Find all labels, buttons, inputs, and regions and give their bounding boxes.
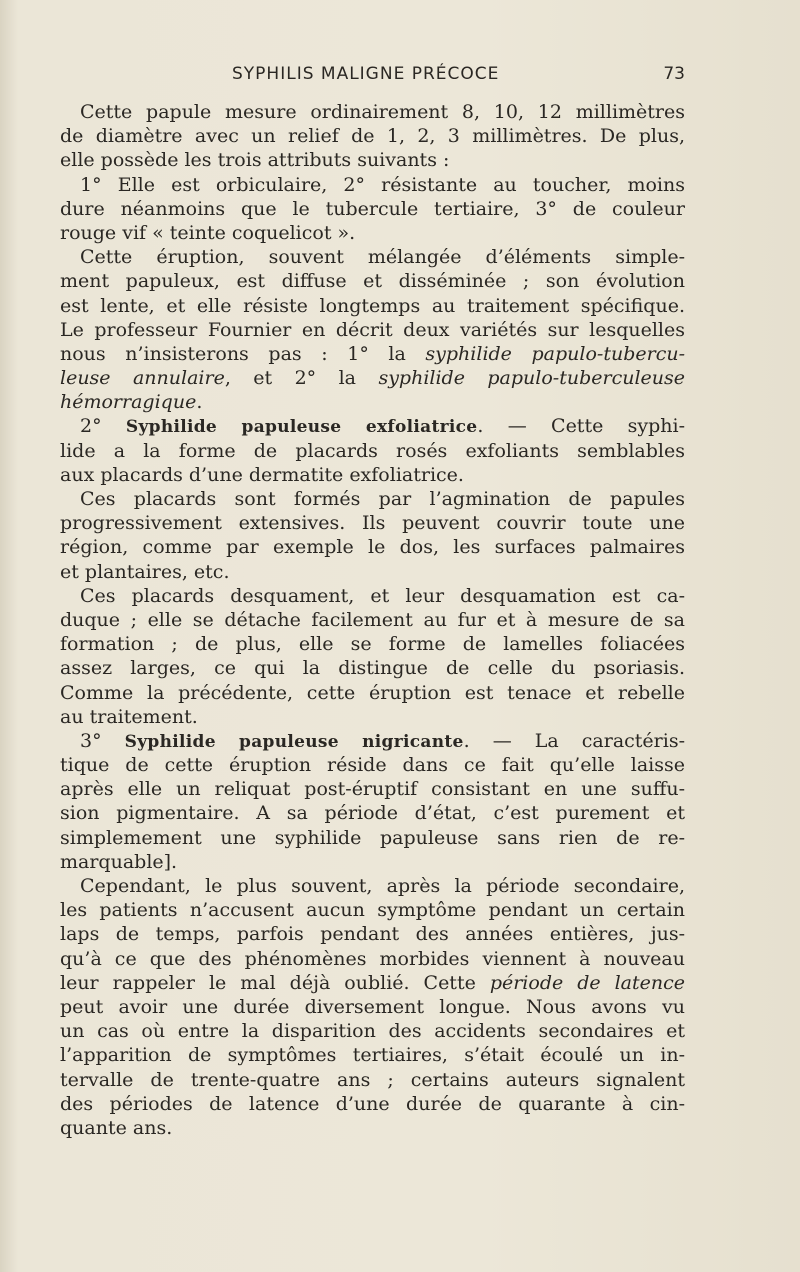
text-run: qu’à ce que des phénomènes morbides viennent à nouveau	[60, 947, 685, 970]
text-run: tervalle de trente-quatre ans ; certains auteurs signalent	[60, 1068, 685, 1091]
text-line	[60, 753, 685, 777]
text-run: et plantaires, etc.	[60, 560, 230, 583]
page-number: 73	[663, 64, 685, 84]
text-line	[60, 874, 685, 898]
italic-term: syphilide papulo-tuberculeuse	[378, 367, 685, 390]
text-line	[60, 947, 685, 971]
text-run: progressivement extensives. Ils peuvent couvrir toute une	[60, 512, 685, 535]
text-run: tique de cette éruption réside dans ce fait qu’elle laisse	[60, 754, 685, 777]
text-line	[60, 1116, 685, 1140]
text-line	[60, 995, 685, 1019]
body-text	[60, 100, 685, 1140]
text-run: , et 2° la	[224, 367, 379, 390]
text-run: nous n’insisterons pas : 1° la	[60, 342, 426, 365]
italic-term: période de latence	[489, 971, 685, 994]
text-line	[60, 245, 685, 269]
text-line	[60, 1092, 685, 1116]
text-run: assez larges, ce qui la distingue de celle du psoriasis.	[60, 657, 685, 680]
text-run: Ces placards desquament, et leur desquamation est ca-	[80, 584, 685, 607]
text-run: après elle un reliquat post-éruptif consistant en une suffu-	[60, 778, 685, 801]
text-line	[60, 608, 685, 632]
text-line	[60, 584, 685, 608]
text-line	[60, 366, 685, 390]
text-line	[60, 294, 685, 318]
text-run: . — Cette syphi-	[477, 415, 685, 438]
text-line	[60, 269, 685, 293]
text-line	[60, 318, 685, 342]
text-line	[60, 463, 685, 487]
text-line	[60, 414, 685, 438]
text-run: laps de temps, parfois pendant des années entières, jus-	[60, 923, 685, 946]
text-line	[60, 850, 685, 874]
text-line	[60, 124, 685, 148]
text-run: quante ans.	[60, 1116, 173, 1139]
text-line	[60, 148, 685, 172]
text-run: leur rappeler le mal déjà oublié. Cette	[60, 971, 490, 994]
text-run: un cas où entre la disparition des accidents secondaires et	[60, 1020, 685, 1043]
text-line	[60, 632, 685, 656]
text-run: marquable].	[60, 850, 178, 873]
running-title: SYPHILIS MALIGNE PRÉCOCE	[232, 64, 500, 84]
text-line	[60, 511, 685, 535]
text-line	[60, 656, 685, 680]
italic-term: leuse annulaire	[60, 367, 225, 390]
text-run: est lente, et elle résiste longtemps au traitement spécifique.	[60, 294, 685, 317]
italic-term: hémorragique	[60, 391, 197, 414]
text-run: Cette papule mesure ordinairement 8, 10, 12 millimètres	[80, 101, 685, 123]
text-line	[60, 197, 685, 221]
text-run: l’apparition de symptômes tertiaires, s’était écoulé un in-	[60, 1044, 685, 1067]
text-run: des périodes de latence d’une durée de quarante à cin-	[60, 1092, 685, 1115]
text-line	[60, 221, 685, 245]
text-run: de diamètre avec un relief de 1, 2, 3 millimètres. De plus,	[60, 125, 685, 148]
text-run: simplemement une syphilide papuleuse sans rien de re-	[60, 826, 685, 849]
text-run: . — La caractéris-	[463, 729, 685, 752]
text-line	[60, 681, 685, 705]
text-line	[60, 729, 685, 753]
text-run: aux placards d’une dermatite exfoliatrice.	[60, 463, 464, 486]
text-line	[60, 971, 685, 995]
text-run: sion pigmentaire. A sa période d’état, c’est purement et	[60, 802, 685, 825]
text-run: Comme la précédente, cette éruption est tenace et rebelle	[60, 681, 685, 704]
section-heading: Syphilide papuleuse nigricante	[124, 731, 464, 752]
text-line	[60, 560, 685, 584]
text-run: Cette éruption, souvent mélangée d’éléments simple-	[80, 246, 685, 269]
text-line	[60, 487, 685, 511]
text-line	[60, 173, 685, 197]
text-run: Ces placards sont formés par l’agmination de papules	[80, 488, 685, 510]
text-line	[60, 439, 685, 463]
text-run: duque ; elle se détache facilement au fur et à mesure de sa	[60, 608, 685, 631]
text-run: 1° Elle est orbiculaire, 2° résistante au toucher, moins	[80, 173, 685, 196]
text-line	[60, 1068, 685, 1092]
text-run: rouge vif « teinte coquelicot ».	[60, 221, 356, 244]
text-run: .	[196, 391, 203, 414]
italic-term: syphilide papulo-tubercu-	[425, 342, 685, 365]
text-run: ment papuleux, est diffuse et disséminée ; son évolution	[60, 270, 685, 293]
text-run: au traitement.	[60, 705, 198, 728]
text-run: Le professeur Fournier en décrit deux variétés sur lesquelles	[60, 318, 685, 341]
text-run: 3°	[80, 729, 125, 752]
page-header	[60, 64, 685, 90]
text-line	[60, 898, 685, 922]
text-run: les patients n’accusent aucun symptôme pendant un certain	[60, 899, 685, 922]
text-line	[60, 342, 685, 366]
text-line	[60, 826, 685, 850]
text-line	[60, 801, 685, 825]
text-run: peut avoir une durée diversement longue. Nous avons vu	[60, 995, 685, 1018]
text-run: Cependant, le plus souvent, après la période secondaire,	[80, 875, 685, 897]
text-line	[60, 535, 685, 559]
text-line	[60, 1043, 685, 1067]
text-line	[60, 777, 685, 801]
text-run: dure néanmoins que le tubercule tertiaire, 3° de couleur	[60, 197, 685, 220]
text-line	[60, 705, 685, 729]
text-run: elle possède les trois attributs suivants :	[60, 149, 450, 172]
text-line	[60, 100, 685, 124]
section-heading: Syphilide papuleuse exfoliatrice	[125, 417, 478, 438]
text-line	[60, 1019, 685, 1043]
text-run: région, comme par exemple le dos, les surfaces palmaires	[60, 536, 685, 559]
text-run: lide a la forme de placards rosés exfoliants semblables	[60, 439, 685, 462]
text-run: 2°	[80, 415, 126, 438]
text-line	[60, 390, 685, 414]
text-run: formation ; de plus, elle se forme de lamelles foliacées	[60, 633, 685, 656]
text-line	[60, 922, 685, 946]
